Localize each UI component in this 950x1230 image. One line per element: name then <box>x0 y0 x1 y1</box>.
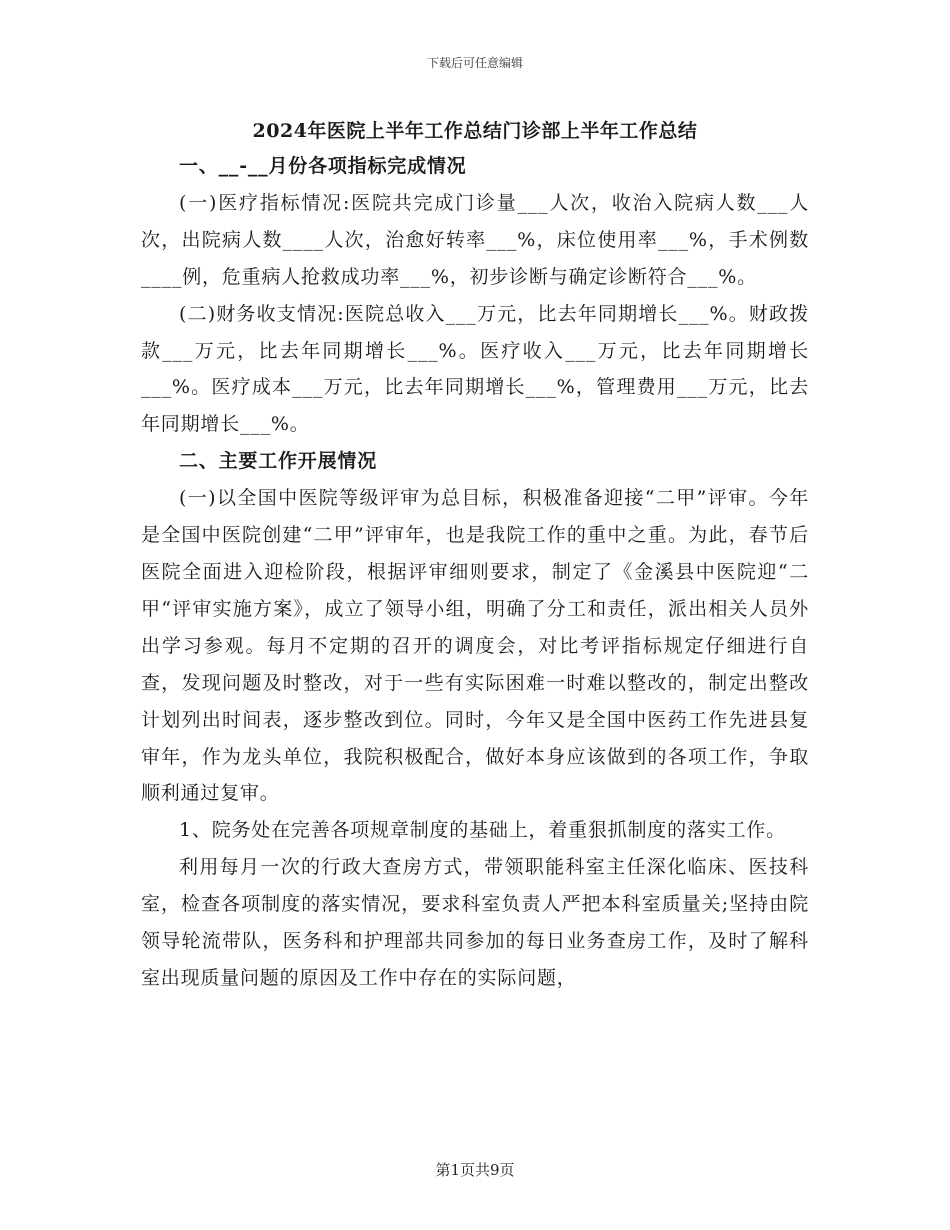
paragraph: (一)以全国中医院等级评审为总目标，积极准备迎接“二甲”评审。今年是全国中医院创建“二甲”评审年，也是我院工作的重中之重。为此，春节后医院全面进入迎检阶段，根据评审细则要求，制定了《金溪县中医院迎“二甲“评审实施方案》，成立了领导小组，明确了分工和责任，派出相关人员外出学习参观。每月不定期的召开的调度会，对比考评指标规定仔细进行自查，发现问题及时整改，对于一些有实际困难一时难以整改的，制定出整改计划列出时间表，逐步整改到位。同时，今年又是全国中医药工作先进县复审年，作为龙头单位，我院积极配合，做好本身应该做到的各项工作，争取顺利通过复审。 <box>141 487 809 805</box>
paragraph: (二)财务收支情况:医院总收入___万元，比去年同期增长___%。财政拨款___万元，比去年同期增长___%。医疗收入___万元，比去年同期增长___%。医疗成本___万元，比去年同期增长___%，管理费用___万元，比去年同期增长___%。 <box>141 302 809 436</box>
paragraph: 利用每月一次的行政大查房方式，带领职能科室主任深化临床、医技科室，检查各项制度的落实情况，要求科室负责人严把本科室质量关;坚持由院领导轮流带队，医务科和护理部共同参加的每日业务查房工作，及时了解科室出现质量问题的原因及工作中存在的实际问题， <box>141 856 809 989</box>
document-body <box>141 148 809 997</box>
section-heading: 一、__-__月份各项指标完成情况 <box>179 155 467 177</box>
section-heading: 二、主要工作开展情况 <box>179 450 378 473</box>
header-note: 下载后可任意编辑 <box>426 56 523 70</box>
paragraph: 1、院务处在完善各项规章制度的基础上，着重狠抓制度的落实工作。 <box>179 819 786 842</box>
paragraph: (一)医疗指标情况:医院共完成门诊量___人次，收治入院病人数___人次，出院病人数____人次，治愈好转率___%，床位使用率___%，手术例数____例，危重病人抢救成功率___%，初步诊断与确定诊断符合___%。 <box>141 191 809 288</box>
document-title: 2024年医院上半年工作总结门诊部上半年工作总结 <box>252 120 698 142</box>
page-number: 第1页共9页 <box>435 1161 515 1179</box>
